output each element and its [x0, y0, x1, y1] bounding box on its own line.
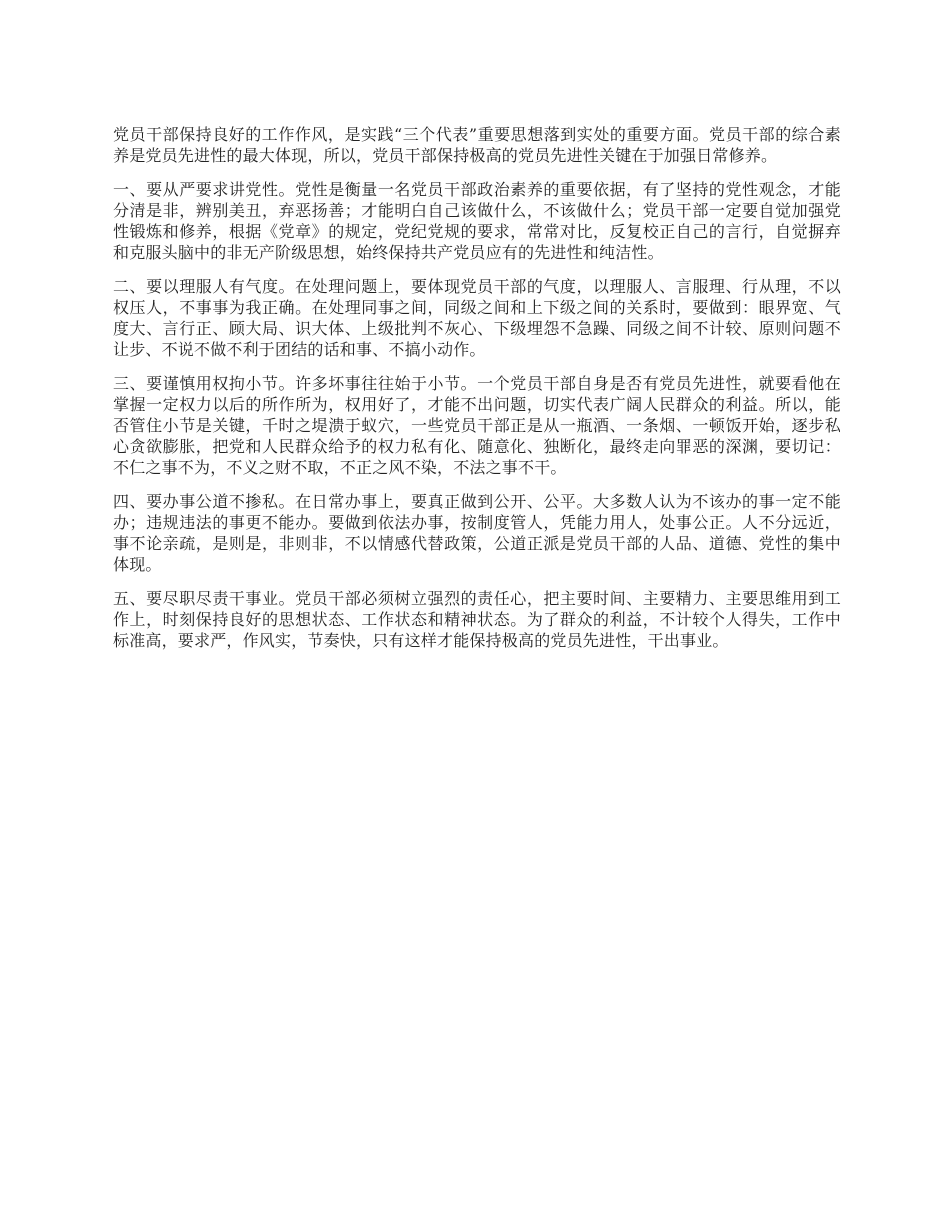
section-2-paragraph: 二、要以理服人有气度。在处理问题上，要体现党员干部的气度，以理服人、言服理、行从理，不以权压人，不事事为我正确。在处理同事之间，同级之间和上下级之间的关系时，要做到：眼界宽、气度大、言行正、顾大局、识大体、上级批判不灰心、下级埋怨不急躁、同级之间不计较、原则问题不让步、不说不做不利于团结的话和事、不搞小动作。 [113, 277, 841, 359]
section-5-paragraph: 五、要尽职尽责干事业。党员干部必须树立强烈的责任心，把主要时间、主要精力、主要思维用到工作上，时刻保持良好的思想状态、工作状态和精神状态。为了群众的利益，不计较个人得失，工作中标准高，要求严，作风实，节奏快，只有这样才能保持极高的党员先进性，干出事业。 [113, 589, 841, 650]
section-3-paragraph: 三、要谨慎用权拘小节。许多坏事往往始于小节。一个党员干部自身是否有党员先进性，就要看他在掌握一定权力以后的所作所为，权用好了，才能不出问题，切实代表广阔人民群众的利益。所以，能否管住小节是关键，千时之堤溃于蚁穴，一些党员干部正是从一瓶酒、一条烟、一顿饭开始，逐步私心贪欲膨胀，把党和人民群众给予的权力私有化、随意化、独断化，最终走向罪恶的深渊，要切记：不仁之事不为，不义之财不取，不正之风不染，不法之事不干。 [113, 374, 841, 477]
section-4-paragraph: 四、要办事公道不掺私。在日常办事上，要真正做到公开、公平。大多数人认为不该办的事一定不能办；违规违法的事更不能办。要做到依法办事，按制度管人，凭能力用人，处事公正。人不分远近，事不论亲疏，是则是，非则非，不以情感代替政策，公道正派是党员干部的人品、道德、党性的集中体现。 [113, 492, 841, 574]
section-1-paragraph: 一、要从严要求讲党性。党性是衡量一名党员干部政治素养的重要依据，有了坚持的党性观念，才能分清是非，辨别美丑，弃恶扬善；才能明白自己该做什么，不该做什么；党员干部一定要自觉加强党性锻炼和修养，根据《党章》的规定，党纪党规的要求，常常对比，反复校正自己的言行，自觉摒弃和克服头脑中的非无产阶级思想，始终保持共产党员应有的先进性和纯洁性。 [113, 180, 841, 262]
intro-paragraph: 党员干部保持良好的工作作风，是实践“三个代表”重要思想落到实处的重要方面。党员干部的综合素养是党员先进性的最大体现，所以，党员干部保持极高的党员先进性关键在于加强日常修养。 [113, 125, 841, 165]
document-body [113, 124, 841, 664]
